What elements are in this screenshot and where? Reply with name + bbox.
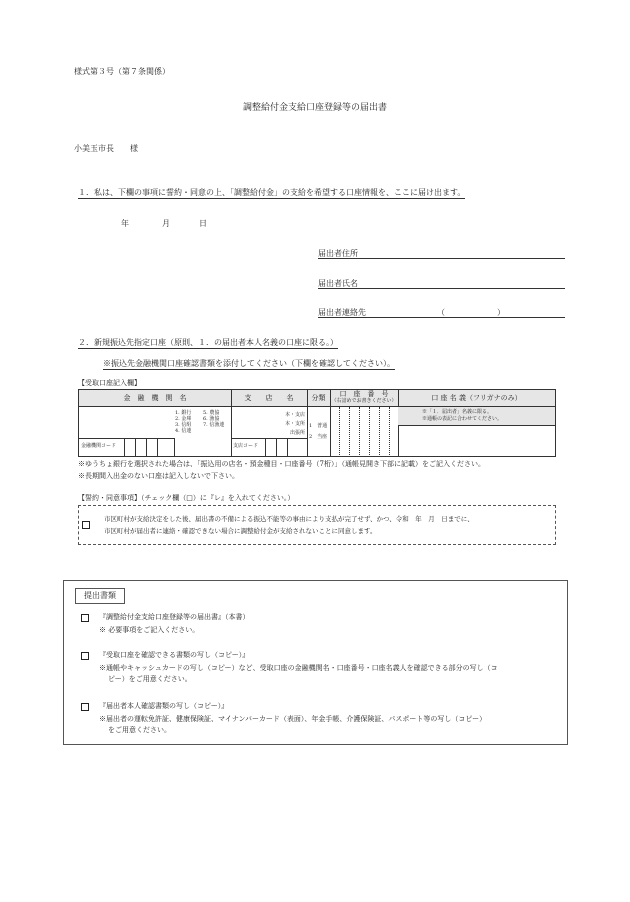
branch-code-digit-2[interactable]	[276, 438, 287, 457]
page-title: 調整給付金支給口座登録等の届出書	[242, 103, 387, 113]
account-number-cells	[330, 407, 398, 457]
applicant-name-field[interactable]	[318, 288, 565, 289]
documents-title: 提出書類	[75, 588, 125, 604]
branch-types	[265, 412, 305, 436]
pledge-box	[78, 505, 556, 545]
account-table-caption: 【受取口座記入欄】	[78, 379, 141, 387]
bank-type-1: 1. 銀行	[175, 410, 192, 416]
bank-code-digit-3[interactable]	[146, 438, 157, 457]
applicant-name-label: 届出者氏名	[318, 279, 358, 288]
applicant-contact-field[interactable]	[318, 317, 565, 318]
pledge-line-1: 市区町村が支給決定をした後、届出書の不備による振込不能等の事由により支払が完了せず、かつ、令和 年 月 日までに、	[104, 515, 474, 523]
bank-code-digit-2[interactable]	[135, 438, 146, 457]
doc1-checkbox[interactable]	[81, 614, 89, 622]
doc3-note-2: をご用意ください。	[108, 726, 171, 734]
form-number: 様式第３号（第７条関係）	[74, 67, 170, 76]
branch-code-digit-1[interactable]	[265, 438, 276, 457]
bank-code-digit-1[interactable]	[124, 438, 135, 457]
doc2-note-2: ピー）をご用意ください。	[108, 675, 192, 683]
header-number	[330, 390, 398, 407]
branch-type-1: 本・支店	[284, 412, 305, 418]
account-type-2[interactable]: 2 当座	[309, 434, 328, 440]
bank-type-6: 6. 漁協	[203, 416, 220, 422]
section1-text: １．私は、下欄の事項に誓約・同意の上、「調整給付金」の支給を希望する口座情報を、ここに届け出ます。	[78, 188, 466, 197]
header-number-label: 口 座 番 号	[339, 390, 389, 398]
holder-note-2: ※通帳の表記に合わせてください。	[422, 416, 503, 422]
doc2-label: 『受取口座を確認できる書類の写し（コピー）』	[99, 651, 250, 659]
doc2-checkbox[interactable]	[81, 652, 89, 660]
contact-paren-close: ）	[497, 308, 505, 317]
doc2-note: ※通帳やキャッシュカードの写し（コピー）など、受取口座の金融機関名・口座番号・口座名義人を確認できる部分の写し（コ	[99, 664, 498, 672]
bank-type-7: 7. 信漁連	[203, 422, 225, 428]
header-holder: 口 座 名 義（フリガナのみ）	[398, 390, 555, 407]
holder-input[interactable]	[398, 426, 555, 457]
date-year-label: 年	[121, 219, 129, 228]
account-table	[78, 389, 556, 457]
section2-note: ※振込先金融機関口座確認書類を添付してください（下欄を確認してください）。	[103, 359, 395, 368]
section2-text: ２．新規振込先指定口座（原則、１．の届出者本人名義の口座に限る。）	[78, 338, 338, 347]
table-note-1: ※ゆうちょ銀行を選択された場合は、「振込用の店名・預金種目・口座番号（7桁）」（通帳見開き下部に記載）をご記入ください。	[78, 460, 485, 468]
bank-code-digit-4[interactable]	[157, 438, 175, 457]
bank-type-4: 4. 信連	[175, 428, 192, 434]
applicant-address-field[interactable]	[318, 258, 565, 259]
header-branch: 支 店 名	[231, 390, 307, 407]
addressee: 小美玉市長 様	[74, 144, 138, 153]
account-type-1[interactable]: 1 普通	[309, 423, 328, 429]
header-type: 分類	[307, 390, 330, 407]
table-note-2: ※長期間入出金のない口座は記入しないで下さい。	[78, 472, 239, 480]
date-month-label: 月	[162, 219, 170, 228]
doc1-note: ※ 必要事項をご記入ください。	[99, 626, 200, 634]
pledge-line-2: 市区町村が届出者に連絡・確認できない場合に調整給付金が支給されないことに同意します。	[104, 527, 377, 535]
applicant-contact-label: 届出者連絡先	[318, 308, 366, 317]
branch-code-digit-3[interactable]	[287, 438, 307, 457]
branch-code-label: 支店コード	[233, 443, 259, 449]
date-day-label: 日	[199, 219, 207, 228]
bank-type-3: 3. 信組	[175, 422, 192, 428]
bank-types-col2	[203, 410, 224, 428]
holder-note-1: ※「１．届出者」名義に限る。	[422, 409, 493, 415]
pledge-heading: 【誓約・同意事項】（チェック欄（□）に『レ』を入れてください。）	[78, 494, 295, 502]
header-bank: 金 融 機 関 名	[79, 390, 231, 407]
pledge-checkbox[interactable]	[82, 521, 90, 529]
holder-notes	[398, 407, 555, 426]
header-number-sub: （右詰めでお書きください）	[331, 398, 397, 404]
applicant-address-label: 届出者住所	[318, 249, 358, 258]
doc3-label: 『届出者本人確認書類の写し（コピー）』	[99, 702, 229, 710]
bank-type-2: 2. 金庫	[175, 416, 192, 422]
bank-types-col1	[175, 410, 191, 434]
branch-type-2: 本・支所	[284, 421, 305, 427]
bank-code-label: 金融機関コード	[81, 443, 117, 449]
doc3-checkbox[interactable]	[81, 703, 89, 711]
doc3-note: ※届出者の運転免許証、健康保険証、マイナンバーカード（表面）、年金手帳、介護保険証、パスポート等の写し（コピー）	[99, 715, 487, 723]
branch-type-3: 出張所	[289, 430, 305, 436]
bank-type-5: 5. 農協	[203, 410, 220, 416]
account-types	[309, 423, 327, 440]
doc1-label: 『調整給付金支給口座登録等の届出書』（本書）	[99, 613, 250, 621]
contact-paren-open: （	[437, 308, 445, 317]
